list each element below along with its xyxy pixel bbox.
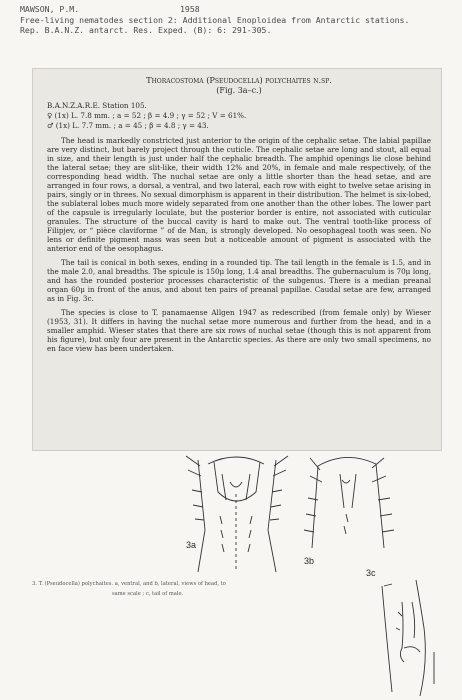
author-year-row (20, 4, 456, 15)
author: MAWSON, P.M. (20, 4, 80, 14)
figure-3a-drawing (186, 456, 288, 572)
figure-caption (32, 579, 262, 599)
year: 1958 (180, 4, 200, 14)
female-measurements: ♀ (1x) L. 7.8 mm. ; a = 52 ; β = 4.9 ; γ = 52 ; V = 61%. (47, 111, 247, 120)
figure-label-3b: 3b (304, 556, 315, 566)
figure-3c-drawing (382, 580, 425, 696)
catalog-card (0, 0, 462, 66)
description-paragraph-tail: The tail is conical in both sexes, ending in a rounded tip. The tail length in the female is 1.5, and in the male 2.0, anal breadths. The spicule is 150μ long, 1.4 anal breadths. The gubernaculum is 70μ long, and has the rounded posterior processes characteristic of the subgenus. There is a median preanal organ 60μ in front of the anus, and about ten pairs of preanal papillae. Caudal setae are few, arranged as in Fig. 3c. (47, 258, 431, 303)
description-paragraph-comparison: The species is close to T. panamaense Allgen 1947 as redescribed (from female only) by Wieser (1953, 31). It differs in having the nuchal setae more numerous and further from the head, and in a smaller amphid. Wieser states that there are six rows of nuchal setae (though this is not apparent from his figure), but only four are present in the Antarctic species. As there are only two small specimens, no en face view has been undertaken. (47, 308, 431, 353)
reference-title: Free-living nematodes section 2: Additional Enoploidea from Antarctic stations. (20, 14, 410, 25)
figure-panel (0, 452, 462, 700)
figure-3b-drawing (304, 457, 394, 548)
nematode-drawings (0, 452, 462, 700)
text-clipping (32, 68, 442, 451)
description-paragraph-head: The head is markedly constricted just anterior to the origin of the cephalic setae. The labial papillae are very distinct, but barely project through the cuticle. The cephalic setae are long and stout, all equal in size, and their length is just under half the cephalic breadth. The amphid openings lie close behind the lateral setae; they are slit-like, their width 12% and 20%, in female and male respectively, of the corresponding head width. The nuchal setae are only a little shorter than the head setae, and are arranged in four rows, a dorsal, a ventral, and two lateral, each row with eight to twelve setae arising in pairs, singly or in threes. No sexual dimorphism is apparent in their distribution. The helmet is six-lobed, the sublateral lobes much more widely separated from one another than the other lobes. The lower part of the capsule is irregularly loculate, but the posterior border is entire, not associated with cuticular granules. The structure of the buccal cavity is hard to make out. The ventral tooth-like process of Filipjev, or “ pièce claviforme ” of de Man, is strongly developed. No oesophageal tooth was seen. No lens or definite pigment mass was seen but a noticeable amount of pigment is associated with the anterior end of the oesophagus. (47, 136, 431, 253)
species-title: Thoracostoma (Pseudocella) polychaites n.sp. (146, 75, 332, 85)
male-measurements: ♂ (1x) L. 7.7 mm. ; a = 45 ; β = 4.8 ; γ = 43. (47, 121, 209, 130)
figure-reference: (Fig. 3a–c.) (216, 86, 262, 95)
caption-line-2: same scale ; c, tail of male. (112, 591, 184, 597)
figure-label-3c: 3c (366, 568, 376, 578)
station-line: B.A.N.Z.A.R.E. Station 105. (47, 101, 147, 110)
figure-label-3a: 3a (186, 540, 197, 550)
caption-line-1: 3. T. (Pseudocella) polychaites. a, ventral, and b, lateral, views of head, to (32, 581, 226, 587)
reference-citation: Rep. B.A.N.Z. antarct. Res. Exped. (B): 6: 291-305. (20, 25, 272, 35)
